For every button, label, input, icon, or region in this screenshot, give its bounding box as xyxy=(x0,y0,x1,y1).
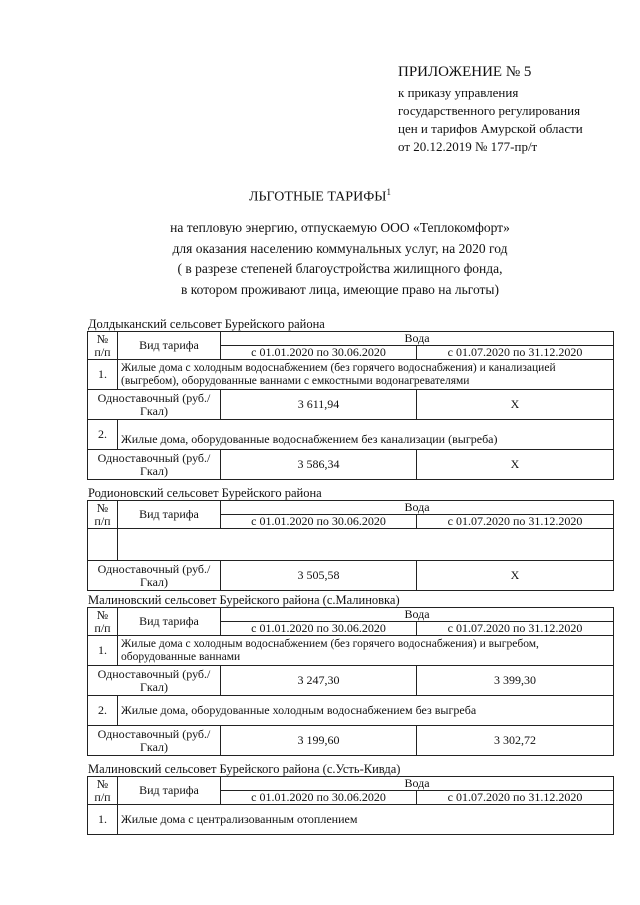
row-description: Жилые дома, оборудованные водоснабжением без канализации (выгреба) xyxy=(118,420,614,450)
appendix-line: государственного регулирования xyxy=(398,103,581,118)
header-num: № п/п xyxy=(88,501,118,529)
tariff-value-period-1: 3 247,30 xyxy=(221,666,417,696)
header-period-1: с 01.01.2020 по 30.06.2020 xyxy=(221,622,417,636)
header-period-2: с 01.07.2020 по 31.12.2020 xyxy=(417,346,614,360)
tariff-value-period-1: 3 586,34 xyxy=(221,450,417,480)
header-period-2: с 01.07.2020 по 31.12.2020 xyxy=(417,515,614,529)
appendix-block xyxy=(398,62,638,156)
heading-text: ЛЬГОТНЫЕ ТАРИФЫ xyxy=(249,189,387,205)
tariff-value-period-1: 3 611,94 xyxy=(221,390,417,420)
header-tariff-type: Вид тарифа xyxy=(118,332,221,360)
header-num: № п/п xyxy=(88,332,118,360)
section-title: Долдыканский сельсовет Бурейского района xyxy=(88,317,325,331)
appendix-line: к приказу управления xyxy=(398,85,519,100)
tariff-value-period-2: 3 399,30 xyxy=(417,666,614,696)
subtitle-line: в котором проживают лица, имеющие право на льготы) xyxy=(181,281,499,297)
row-description: Жилые дома с централизованным отоплением xyxy=(118,805,614,835)
tariff-table xyxy=(87,607,614,756)
tariff-table xyxy=(87,500,614,591)
header-period-2: с 01.07.2020 по 31.12.2020 xyxy=(417,622,614,636)
header-water: Вода xyxy=(221,777,614,791)
tariff-value-period-2: X xyxy=(417,390,614,420)
row-number: 1. xyxy=(88,805,118,835)
document-heading xyxy=(0,187,640,206)
header-water: Вода xyxy=(221,501,614,515)
header-tariff-type: Вид тарифа xyxy=(118,501,221,529)
row-number: 2. xyxy=(88,696,118,726)
rate-label: Одноставочный (руб./Гкал) xyxy=(88,450,221,480)
header-tariff-type: Вид тарифа xyxy=(118,777,221,805)
tariff-table xyxy=(87,776,614,835)
subtitle-line: ( в разрезе степеней благоустройства жилищного фонда, xyxy=(177,261,503,276)
row-number xyxy=(88,529,118,561)
row-description: Жилые дома с холодным водоснабжением (без горячего водоснабжения) и канализацией (выгребом), оборудованные ваннами с емкостными водонагревателями xyxy=(118,360,614,390)
row-number: 1. xyxy=(88,360,118,390)
section-title: Малиновский сельсовет Бурейского района (с.Малиновка) xyxy=(88,593,400,607)
tariff-value-period-1: 3 199,60 xyxy=(221,726,417,756)
header-period-1: с 01.01.2020 по 30.06.2020 xyxy=(221,515,417,529)
header-water: Вода xyxy=(221,608,614,622)
tariff-value-period-2: X xyxy=(417,561,614,591)
rate-label: Одноставочный (руб./Гкал) xyxy=(88,666,221,696)
section-title: Родионовский сельсовет Бурейского района xyxy=(88,486,322,500)
header-water: Вода xyxy=(221,332,614,346)
row-description: Жилые дома, оборудованные холодным водоснабжением без выгреба xyxy=(118,696,614,726)
rate-label: Одноставочный (руб./Гкал) xyxy=(88,726,221,756)
header-num: № п/п xyxy=(88,608,118,636)
appendix-title: ПРИЛОЖЕНИЕ № 5 xyxy=(398,64,532,80)
header-period-1: с 01.01.2020 по 30.06.2020 xyxy=(221,346,417,360)
heading-footnote-marker: 1 xyxy=(386,187,391,197)
document-subtitle xyxy=(80,218,600,300)
subtitle-line: на тепловую энергию, отпускаемую ООО «Теплокомфорт» xyxy=(170,220,510,235)
tariff-table xyxy=(87,331,614,480)
header-num: № п/п xyxy=(88,777,118,805)
row-description xyxy=(118,529,614,561)
header-period-1: с 01.01.2020 по 30.06.2020 xyxy=(221,791,417,805)
row-number: 2. xyxy=(88,420,118,450)
row-description: Жилые дома с холодным водоснабжением (без горячего водоснабжения) и выгребом, оборудованные ваннами xyxy=(118,636,614,666)
section-title: Малиновский сельсовет Бурейского района (с.Усть-Кивда) xyxy=(88,762,401,776)
row-number: 1. xyxy=(88,636,118,666)
appendix-line: цен и тарифов Амурской области xyxy=(398,121,583,136)
appendix-line: от 20.12.2019 № 177-пр/т xyxy=(398,139,538,154)
tariff-value-period-1: 3 505,58 xyxy=(221,561,417,591)
header-tariff-type: Вид тарифа xyxy=(118,608,221,636)
subtitle-line: для оказания населению коммунальных услуг, на 2020 год xyxy=(172,240,508,256)
tariff-value-period-2: X xyxy=(417,450,614,480)
tariff-value-period-2: 3 302,72 xyxy=(417,726,614,756)
rate-label: Одноставочный (руб./Гкал) xyxy=(88,390,221,420)
header-period-2: с 01.07.2020 по 31.12.2020 xyxy=(417,791,614,805)
rate-label: Одноставочный (руб./Гкал) xyxy=(88,561,221,591)
